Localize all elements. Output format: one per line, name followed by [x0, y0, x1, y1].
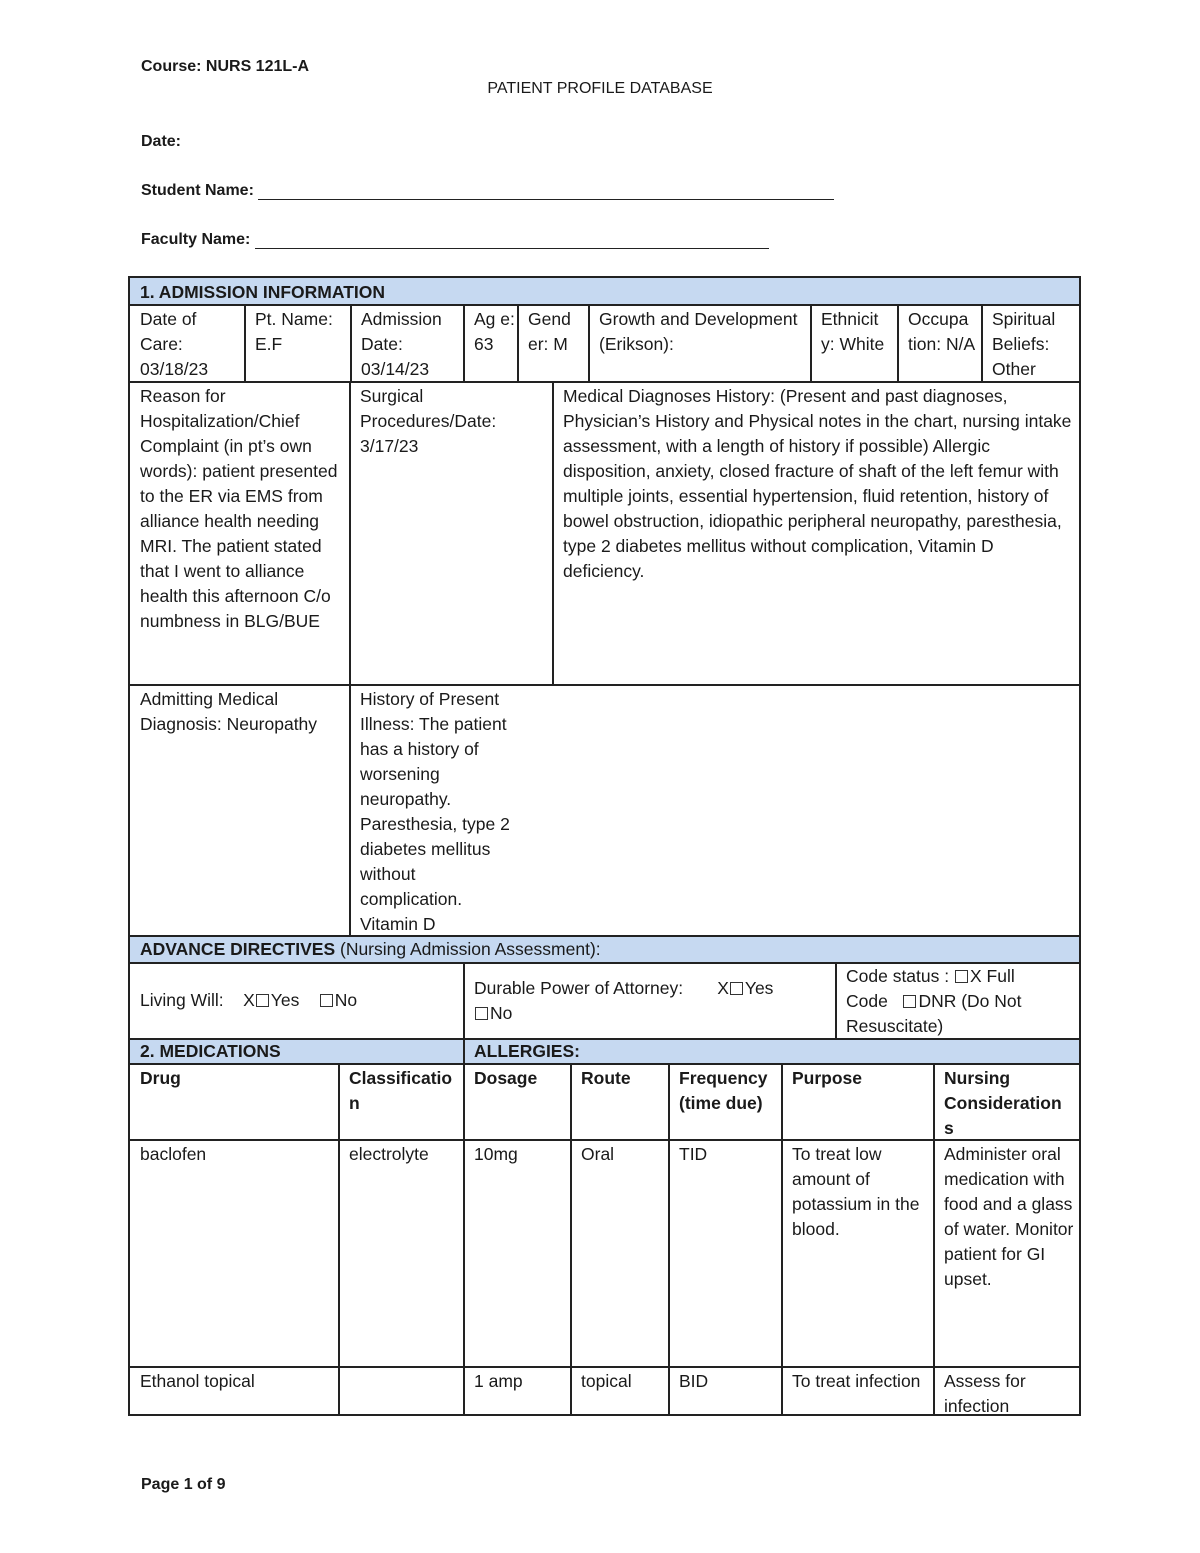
full-code-checkbox[interactable] [955, 970, 968, 983]
col-frequency: Frequency (time due) [679, 1068, 768, 1113]
rule [130, 381, 1079, 383]
col-purpose: Purpose [792, 1068, 863, 1088]
rule [552, 382, 554, 685]
col-route: Route [581, 1068, 631, 1088]
med-row-1-classification: electrolyte [349, 1144, 429, 1164]
living-will: Living Will: X Yes No [140, 990, 358, 1010]
col-drug: Drug [140, 1068, 181, 1088]
date-label: Date: [141, 133, 182, 150]
rule [897, 305, 899, 382]
history-present-illness: History of Present Illness: The patient has a history of worsening neuropathy. Paresthesia, type 2 diabetes mellitus without complication. Vitamin D [360, 689, 510, 934]
rule [130, 935, 1079, 937]
med-row-2-frequency: BID [679, 1371, 709, 1391]
faculty-name-label: Faculty Name: [141, 231, 251, 248]
rule [130, 1139, 1079, 1141]
growth-development: Growth and Development (Erikson): [599, 309, 798, 354]
rule [130, 304, 1079, 306]
student-name-field[interactable] [258, 183, 834, 200]
rule [338, 1064, 340, 1416]
rule [981, 305, 983, 382]
ethnicity: Ethnicit y: White [821, 309, 885, 354]
rule [810, 305, 812, 382]
age: Ag e: 63 [474, 309, 515, 354]
rule [463, 305, 465, 382]
rule [463, 1039, 465, 1064]
page-number: Page 1 of 9 [141, 1476, 226, 1493]
dpoa-no-checkbox[interactable] [475, 1007, 488, 1020]
med-row-1-route: Oral [581, 1144, 615, 1164]
patient-profile-table [128, 276, 1081, 1416]
admission-section-title: 1. ADMISSION INFORMATION [130, 278, 1079, 304]
course-label: Course: NURS 121L-A [141, 58, 310, 75]
admitting-diagnosis: Admitting Medical Diagnosis: Neuropathy [140, 689, 318, 734]
med-row-1-frequency: TID [679, 1144, 708, 1164]
gender: Gend er: M [528, 309, 571, 354]
col-dosage: Dosage [474, 1068, 538, 1088]
med-row-2-purpose: To treat infection [792, 1371, 921, 1391]
rule [517, 305, 519, 382]
med-row-2-route: topical [581, 1371, 632, 1391]
rule [463, 963, 465, 1039]
patient-name: Pt. Name: E.F [255, 309, 333, 354]
rule [588, 305, 590, 382]
rule [130, 962, 1079, 964]
occupation: Occupa tion: N/A [908, 309, 976, 354]
faculty-name-field[interactable] [255, 232, 769, 249]
rule [835, 963, 837, 1039]
advance-directives-title: ADVANCE DIRECTIVES (Nursing Admission Assessment): [130, 936, 1079, 962]
med-row-1-dosage: 10mg [474, 1144, 518, 1164]
spiritual-beliefs: Spiritual Beliefs: Other [992, 309, 1056, 379]
allergies-label: ALLERGIES: [464, 1039, 1079, 1063]
rule [130, 1063, 1079, 1065]
surgical-procedures: Surgical Procedures/Date: 3/17/23 [360, 386, 497, 456]
living-will-no-checkbox[interactable] [320, 994, 333, 1007]
rule [781, 1064, 783, 1416]
col-classification: Classificatio n [349, 1068, 453, 1113]
med-row-1-purpose: To treat low amount of potassium in the blood. [792, 1144, 920, 1239]
rule [244, 305, 246, 382]
med-row-2-dosage: 1 amp [474, 1371, 523, 1391]
rule [668, 1064, 670, 1416]
code-status: Code status : X Full Code DNR (Do Not Resuscitate) [846, 966, 1022, 1036]
durable-power-of-attorney: Durable Power of Attorney: X Yes No [474, 978, 774, 1023]
med-row-1-nursing: Administer oral medication with food and a glass of water. Monitor patient for GI upset. [944, 1144, 1074, 1289]
student-name-label: Student Name: [141, 182, 254, 199]
rule [463, 1064, 465, 1416]
med-row-1-drug: baclofen [140, 1144, 207, 1164]
page-title: PATIENT PROFILE DATABASE [487, 80, 713, 97]
admission-date: Admission Date: 03/14/23 [361, 309, 442, 379]
rule [130, 1038, 1079, 1040]
rule [130, 1366, 1079, 1368]
med-row-2-nursing: Assess for infection [944, 1371, 1026, 1414]
col-nursing-considerations: Nursing Consideration s [944, 1068, 1062, 1138]
reason-for-hospitalization: Reason for Hospitalization/Chief Complaint (in pt’s own words): patient presented to the ER via EMS from alliance health needing MRI. The patient stated that I went to alliance health this afternoon C/o numbness in BLG/BUE [140, 386, 338, 631]
rule [570, 1064, 572, 1416]
living-will-yes-checkbox[interactable] [256, 994, 269, 1007]
rule [350, 305, 352, 382]
rule [349, 382, 351, 936]
med-row-2-drug: Ethanol topical [140, 1371, 255, 1391]
rule [130, 684, 1079, 686]
rule [933, 1064, 935, 1416]
medications-title: 2. MEDICATIONS [130, 1039, 463, 1063]
dnr-checkbox[interactable] [903, 995, 916, 1008]
dpoa-yes-checkbox[interactable] [730, 982, 743, 995]
med-row-2-classification [339, 1367, 463, 1414]
date-of-care: Date of Care: 03/18/23 [140, 309, 209, 379]
medical-diagnoses-history: Medical Diagnoses History: (Present and past diagnoses, Physician’s History and Physical notes in the chart, nursing intake assessment, with a length of history if possible) Allergic disposition, anxiety, closed fracture of shaft of the left femur with multiple joints, essential hypertension, fluid retention, history of bowel obstruction, idiopathic peripheral neuropathy, paresthesia, type 2 diabetes mellitus without complication, Vitamin D deficiency. [563, 386, 1072, 581]
